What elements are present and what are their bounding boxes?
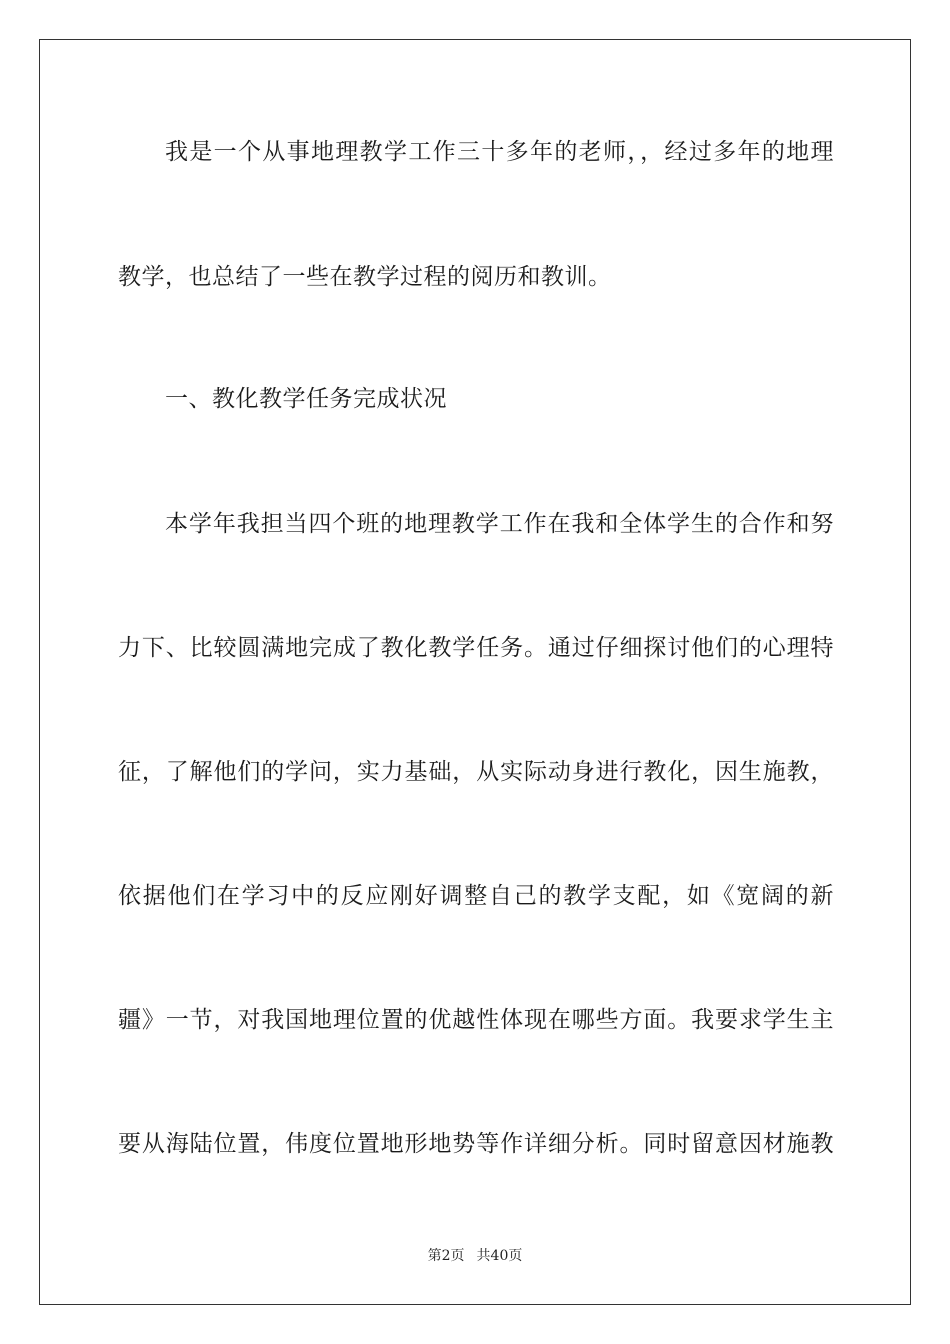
paragraph-line: 疆》一节，对我国地理位置的优越性体现在哪些方面。我要求学生主 [118, 1007, 834, 1033]
page-number: 第2页 [427, 1248, 465, 1264]
paragraph-line: 我是一个从事地理教学工作三十多年的老师，，经过多年的地理 [165, 139, 834, 165]
section-heading: 一、教化教学任务完成状况 [165, 386, 447, 412]
paragraph-line: 要从海陆位置，伟度位置地形地势等作详细分析。同时留意因材施教 [118, 1131, 834, 1157]
page-total: 共40页 [476, 1248, 523, 1264]
paragraph-line: 教学，也总结了一些在教学过程的阅历和教训。 [118, 264, 612, 290]
paragraph-line: 依据他们在学习中的反应刚好调整自己的教学支配，如《宽阔的新 [118, 883, 834, 909]
paragraph-line: 征，了解他们的学问，实力基础，从实际动身进行教化，因生施教， [118, 759, 834, 785]
page-footer [0, 1247, 950, 1265]
page-border [39, 39, 911, 1305]
paragraph-line: 力下、比较圆满地完成了教化教学任务。通过仔细探讨他们的心理特 [118, 635, 834, 661]
paragraph-line: 本学年我担当四个班的地理教学工作在我和全体学生的合作和努 [165, 511, 834, 537]
